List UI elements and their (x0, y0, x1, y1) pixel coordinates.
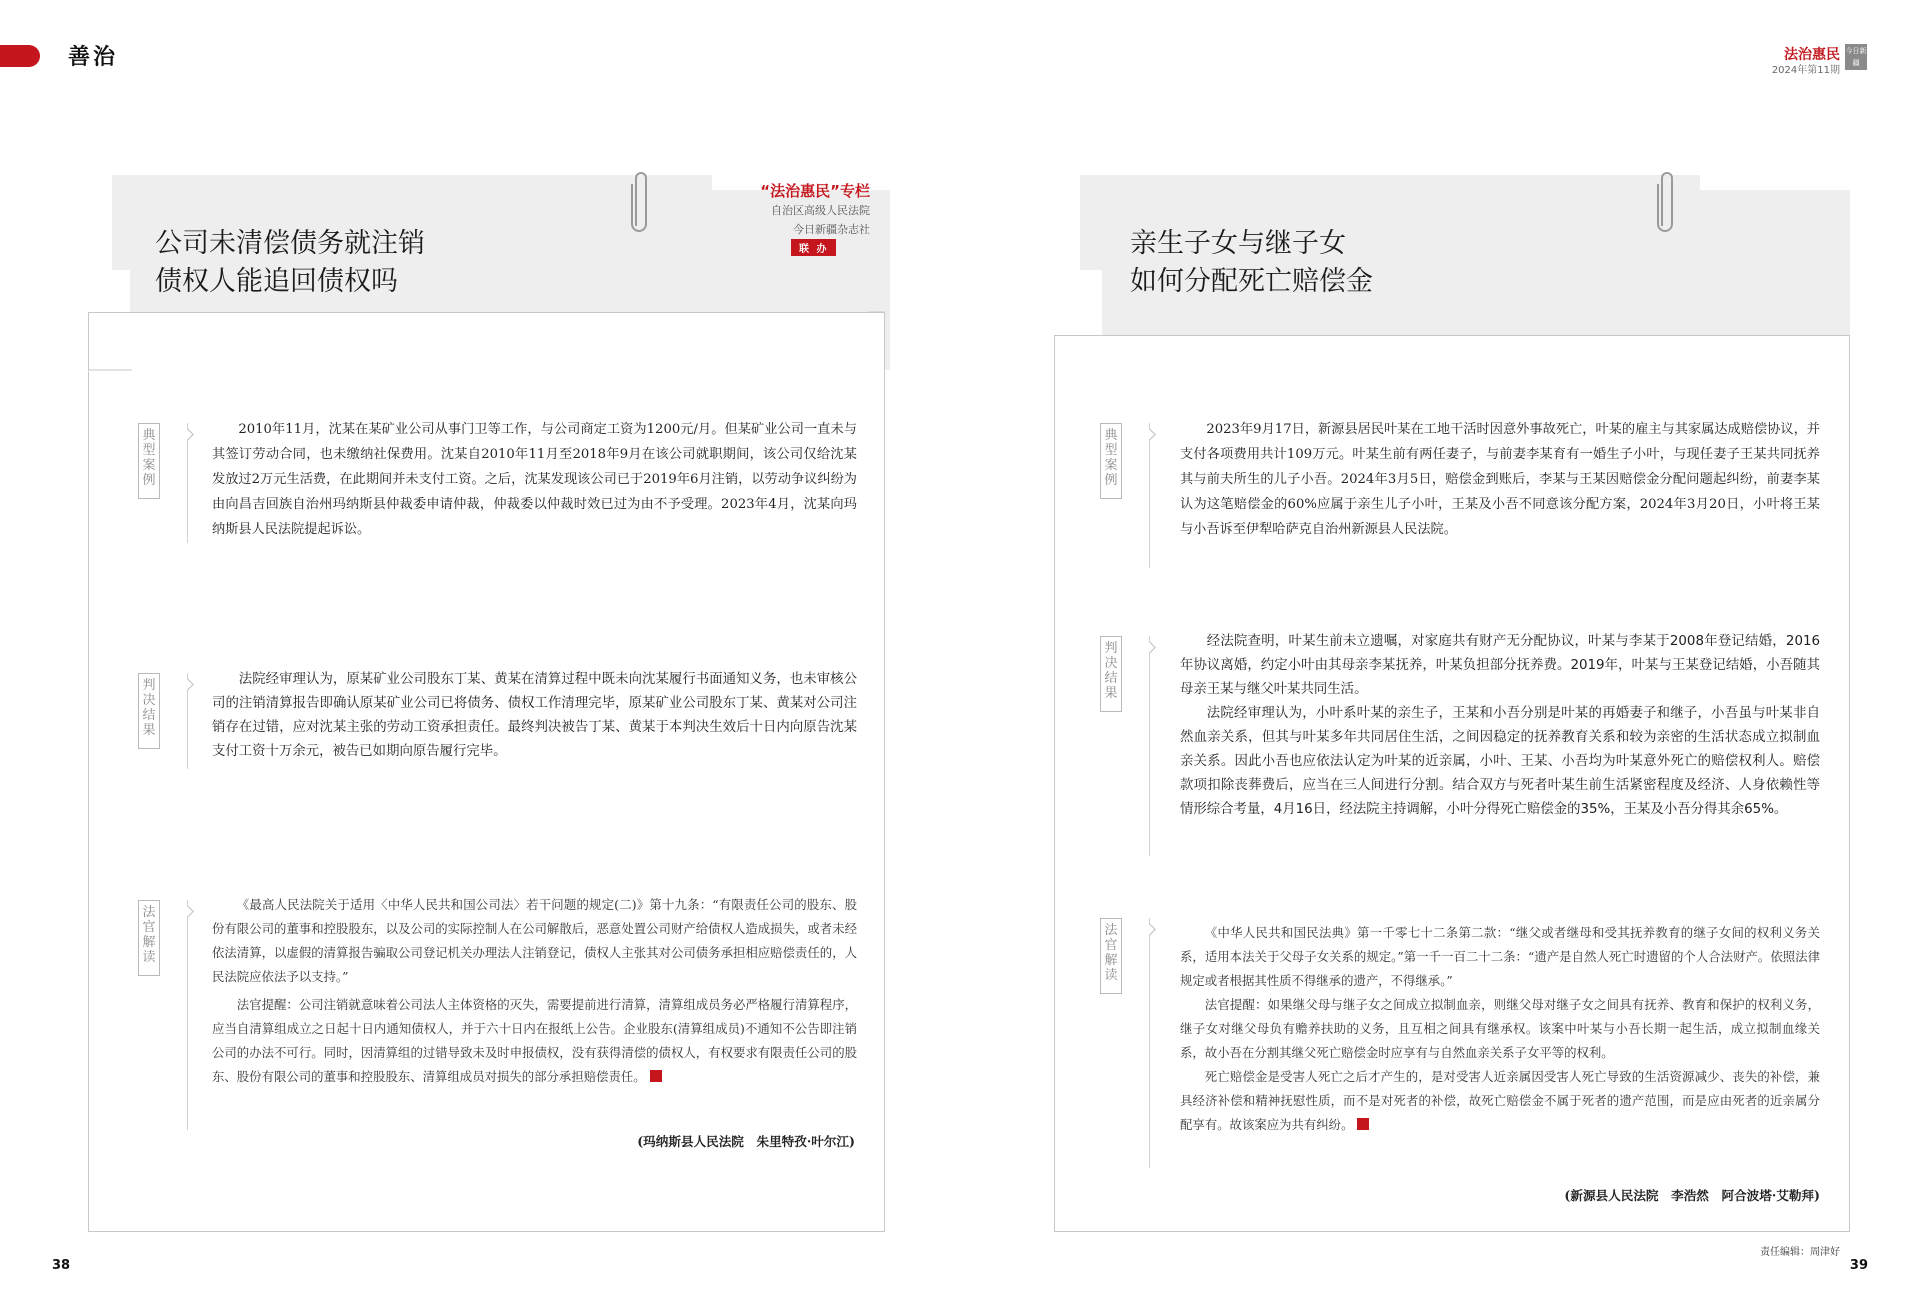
column-badge: 联 办 (791, 239, 836, 256)
column-title: “法治惠民”专栏 (760, 182, 870, 200)
left-article-title (155, 225, 425, 301)
end-mark-icon (1357, 1118, 1369, 1130)
right-judge-block (1180, 921, 1820, 1137)
right-judge-compensation: 死亡赔偿金是受害人死亡之后才产生的，是对受害人近亲属因受害人死亡导致的生活资源减少、丧失的补偿，兼具经济补偿和精神抚慰性质，而不是对死者的补偿，故死亡赔偿金不属于死者的遗产范围，而是应由死者的近亲属分配享有。故该案应为共有纠纷。 (1180, 1069, 1820, 1132)
left-signature: (玛纳斯县人民法院 朱里特孜·叶尔江) (637, 1134, 855, 1149)
left-judge-block (212, 893, 857, 1089)
left-page-number: 38 (52, 1258, 71, 1273)
label-verdict-left: 判 决 结 果 (138, 673, 160, 749)
label-case-right: 典 型 案 例 (1100, 423, 1122, 499)
column-org-2: 今日新疆杂志社 (793, 223, 870, 236)
section-name: 善治 (68, 44, 119, 70)
right-case-text: 2023年9月17日，新源县居民叶某在工地干活时因意外事故死亡，叶某的雇主与其家属达成赔偿协议，并支付各项费用共计109万元。叶某生前有两任妻子，与前妻李某育有一婚生子小叶，与现任妻子王某共同抚养其与前夫所生的儿子小吾。2024年3月5日，赔偿金到账后，李某与王某因赔偿金分配问题起纠纷，前妻李某认为这笔赔偿金的60%应属于亲生儿子小叶，王某及小吾不同意该分配方案，2024年3月20日，小叶将王某与小吾诉至伊犁哈萨克自治州新源县人民法院。 (1180, 422, 1820, 537)
divider-line (187, 900, 188, 1130)
left-judge-quote: 《最高人民法院关于适用〈中华人民共和国公司法〉若干问题的规定(二)》第十九条：“有限责任公司的股东、股份有限公司的董事和控股股东，以及公司的实际控制人在公司解散后，恶意处置公司财产给债权人造成损失，或者未经依法清算，以虚假的清算报告骗取公司登记机关办理法人注销登记，债权人主张其对公司债务承担相应赔偿责任的，人民法院应依法予以支持。” (212, 897, 857, 984)
right-title-line-2: 如何分配死亡赔偿金 (1130, 266, 1373, 297)
right-article-title (1130, 225, 1373, 301)
right-verdict-block (1180, 630, 1820, 822)
divider-line (1149, 636, 1150, 856)
paperclip-icon (628, 166, 654, 238)
paperclip-icon (1654, 166, 1680, 238)
left-title-line-2: 债权人能追回债权吗 (155, 266, 398, 297)
right-judge-quote: 《中华人民共和国民法典》第一千零七十二条第二款：“继父或者继母和受其抚养教育的继子女间的权利义务关系，适用本法关于父母子女关系的规定。”第一千一百二十二条：“遗产是自然人死亡时遗留的个人合法财产。依照法律规定或者根据其性质不得继承的遗产，不得继承。” (1180, 925, 1820, 988)
right-judge-reminder: 法官提醒：如果继父母与继子女之间成立拟制血亲，则继父母对继子女之间具有抚养、教育和保护的权利义务，继子女对继父母负有赡养扶助的义务，且互相之间具有继承权。该案中叶某与小吾长期一起生活，成立拟制血缘关系，故小吾在分割其继父死亡赔偿金时应享有与自然血亲关系子女平等的权利。 (1180, 997, 1820, 1060)
column-org-1: 自治区高级人民法院 (771, 204, 870, 217)
magazine-name: 法治惠民 (1784, 47, 1840, 63)
left-verdict-text: 法院经审理认为，原某矿业公司股东丁某、黄某在清算过程中既未向沈某履行书面通知义务，也未审核公司的注销清算报告即确认原某矿业公司已将债务、债权工作清理完毕，原某矿业公司股东丁某、黄某对公司注销存在过错，应对沈某主张的劳动工资承担责任。最终判决被告丁某、黄某于本判决生效后十日内向原告沈某支付工资十万余元，被告已如期向原告履行完毕。 (212, 672, 857, 759)
right-signature: (新源县人民法院 李浩然 阿合波塔·艾勒拜) (1564, 1188, 1820, 1203)
magazine-logo: 今日新疆 (1845, 44, 1867, 70)
right-title-line-1: 亲生子女与继子女 (1130, 228, 1346, 259)
label-judge-left: 法 官 解 读 (138, 900, 160, 976)
divider-line (1149, 423, 1150, 568)
right-verdict-facts: 经法院查明，叶某生前未立遗嘱，对家庭共有财产无分配协议，叶某与李某于2008年登记结婚，2016年协议离婚，约定小叶由其母亲李某抚养，叶某负担部分抚养费。2019年，叶某与王某登记结婚，小吾随其母亲王某与继父叶某共同生活。 (1180, 634, 1820, 697)
right-verdict-ruling: 法院经审理认为，小叶系叶某的亲生子，王某和小吾分别是叶某的再婚妻子和继子，小吾虽与叶某非自然血亲关系，但其与叶某多年共同居住生活，之间因稳定的抚养教育关系和较为亲密的生活状态成立拟制血亲关系。因此小吾也应依法认定为叶某的近亲属，小叶、王某、小吾均为叶某意外死亡的赔偿权利人。赔偿款项扣除丧葬费后，应当在三人间进行分割。结合双方与死者叶某生前生活紧密程度及经济、人身依赖性等情形综合考量，4月16日，经法院主持调解，小叶分得死亡赔偿金的35%，王某及小吾分得其余65%。 (1180, 706, 1820, 817)
left-case-text: 2010年11月，沈某在某矿业公司从事门卫等工作，与公司商定工资为1200元/月。但某矿业公司一直未与其签订劳动合同，也未缴纳社保费用。沈某自2010年11月至2018年9月在该公司就职期间，该公司仅给沈某发放过2万元生活费，在此期间并未支付工资。之后，沈某发现该公司已于2019年6月注销，以劳动争议纠纷为由向昌吉回族自治州玛纳斯县仲裁委申请仲裁，仲裁委以仲裁时效已过为由不予受理。2023年4月，沈某向玛纳斯县人民法院提起诉讼。 (212, 422, 857, 537)
end-mark-icon (650, 1070, 662, 1082)
divider-line (1149, 918, 1150, 1168)
left-title-line-1: 公司未清偿债务就注销 (155, 228, 425, 259)
label-judge-right: 法 官 解 读 (1100, 918, 1122, 994)
magazine-issue: 2024年第11期 (1771, 65, 1840, 76)
left-judge-reminder: 法官提醒：公司注销就意味着公司法人主体资格的灭失，需要提前进行清算，清算组成员务必严格履行清算程序，应当自清算组成立之日起十日内通知债权人，并于六十日内在报纸上公告。企业股东(清算组成员)不通知不公告即注销公司的办法不可行。同时，因清算组的过错导致未及时申报债权，没有获得清偿的债权人，有权要求有限责任公司的股东、股份有限公司的董事和控股股东、清算组成员对损失的部分承担赔偿责任。 (212, 997, 857, 1084)
right-page-number: 39 (1849, 1258, 1868, 1273)
label-verdict-right: 判 决 结 果 (1100, 636, 1122, 712)
label-case-left: 典 型 案 例 (138, 423, 160, 499)
editor-credit: 责任编辑：周津好 (1760, 1247, 1840, 1258)
section-tab (0, 45, 40, 67)
left-card-corner (88, 300, 888, 375)
